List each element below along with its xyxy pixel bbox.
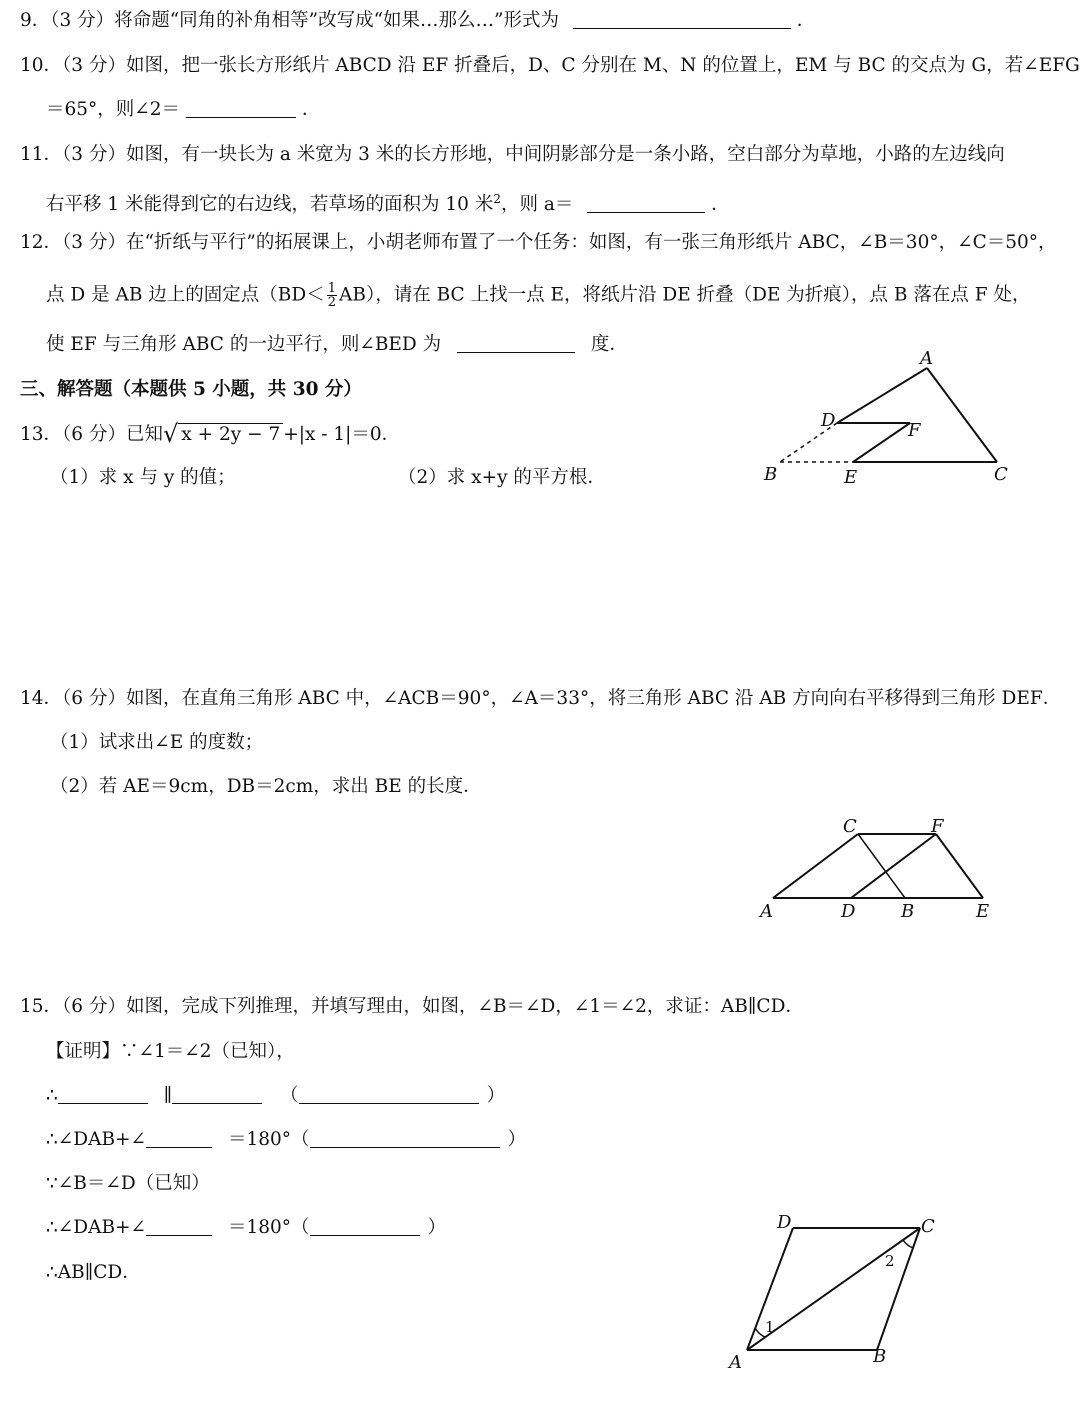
q15-step2-prefix: ∴∠DAB+∠ [46,1129,147,1150]
q12-side-ac [927,368,997,462]
q12-score: （3 分） [62,232,126,253]
question-12-line2 [46,282,1031,309]
q14-subquestion-2: （2）若 AE＝9cm，DB＝2cm，求出 BE 的长度． [50,776,482,797]
q12-text-line2a: 点 D 是 AB 边上的固定点（BD＜ [46,284,325,306]
q11-number: 11． [20,144,63,165]
question-15-line1 [20,994,804,1020]
question-12-line1 [20,230,1057,256]
q10-number: 10． [20,55,63,76]
q10-text-line2: ＝65°，则∠2＝ [46,99,181,120]
question-13 [20,421,400,448]
q14-text-line1: 如图，在直角三角形 ABC 中，∠ACB＝90°，∠A＝33°，将三角形 ABC 沿 AB 方向向右平移得到三角形 DEF． [125,688,1062,709]
q14-side-fe [936,834,983,898]
q13-radicand: x + 2y − 7 [178,423,283,446]
q14-label-b: B [901,901,915,922]
q12-triangle-figure [750,350,1030,490]
q15-proof-step-4 [46,1215,446,1241]
q15-step2-mid: ＝180°（ [227,1129,310,1150]
q12-fold-fe [853,423,910,462]
q15-side-bc [877,1228,920,1350]
q11-score: （3 分） [62,144,126,165]
q14-score: （6 分） [62,688,126,709]
q9-number: 9． [20,10,51,31]
question-11-line2: 右平移 1 米能得到它的右边线，若草场的面积为 10 米$^2$，则 a＝ ． [46,192,730,216]
sqrt-radical-icon: √ [162,420,179,448]
question-10-line2: ＝65°，则∠2＝ ． [46,99,321,120]
q12-fraction-denominator: 2 [327,295,337,310]
question-12-line3 [46,332,628,358]
q12-side-ad [837,368,927,423]
q15-blank-4a[interactable] [146,1215,212,1236]
q10-score: （3 分） [62,55,126,76]
q15-paren-close-4: ） [427,1217,447,1238]
q15-proof-conclusion: ∴AB∥CD． [46,1262,141,1283]
q9-text: 将命题“同角的补角相等”改写成“如果…那么…”形式为 [114,10,560,31]
question-14-line1 [20,686,1061,712]
q12-text-line2b: AB），请在 BC 上找一点 E，将纸片沿 DE 折叠（DE 为折痕），点 B 落在点 F 处， [339,284,1031,306]
q12-fraction-numerator: 1 [327,281,337,296]
q12-label-a: A [920,348,933,369]
q14-label-a: A [760,901,773,922]
q15-step4-mid: ＝180°（ [227,1217,310,1238]
q15-blank-2a[interactable] [146,1127,212,1148]
q15-label-a: A [729,1352,742,1373]
q14-label-f: F [931,816,944,837]
q13-lead: 已知 [125,424,163,445]
q15-proof-step-1 [46,1083,505,1109]
q12-label-b: B [764,464,778,485]
q14-side-df [851,834,936,898]
q14-translation-figure [755,812,1005,927]
q13-subquestion-2: （2）求 x+y 的平方根． [398,467,606,488]
q14-label-c: C [843,816,857,837]
q12-label-f: F [908,420,921,441]
q15-text-line1: 如图，完成下列推理，并填写理由，如图，∠B＝∠D，∠1＝∠2，求证：AB∥CD． [125,996,804,1017]
q11-text-line2a: 右平移 1 米能得到它的右边线，若草场的面积为 10 米 [46,194,494,216]
q15-label-d: D [777,1212,792,1233]
q15-reason-blank-2[interactable] [310,1127,500,1148]
q15-parallel-1: ∥ [163,1085,173,1106]
q15-paren-close-2: ） [507,1129,527,1150]
q11-superscript: 2 [493,192,501,206]
q15-paren-open-1: （ [280,1085,299,1106]
q14-number: 14． [20,688,63,709]
q15-score: （6 分） [62,996,126,1017]
q15-label-b: B [873,1346,887,1367]
question-10-line1 [20,53,1080,79]
q12-label-d: D [821,410,836,431]
q12-label-c: C [994,464,1008,485]
q13-score: （6 分） [62,424,126,445]
q13-subquestion-1: （1）求 x 与 y 的值； [50,467,236,488]
q12-text-line3b: 度． [590,334,628,355]
q14-label-e: E [976,901,990,922]
q15-step4-prefix: ∴∠DAB+∠ [46,1217,147,1238]
q15-blank-1a[interactable] [58,1083,148,1104]
q12-text-line3a: 使 EF 与三角形 ABC 的一边平行，则∠BED 为 [46,334,442,355]
q12-label-e: E [844,467,858,488]
q11-text-line2b: ，则 a＝ [500,194,574,216]
q15-proof-step-2 [46,1127,526,1153]
q12-fraction [327,282,337,309]
q12-text-line1: 在“折纸与平行”的拓展课上，小胡老师布置了一个任务：如图，有一张三角形纸片 ABC，∠B＝30°，∠C＝50°， [125,232,1057,253]
section-3-title: 三、解答题（本题供 5 小题，共 30 分） [20,379,362,400]
q15-reason-blank-1[interactable] [299,1083,479,1104]
q11-answer-blank[interactable] [587,192,705,213]
question-11-line1 [20,142,1005,168]
q15-angle-1-label: 1 [765,1318,775,1336]
q14-label-d: D [841,901,856,922]
q12-number: 12． [20,232,63,253]
q9-score: （3 分） [50,10,115,31]
question-9: 9．（3 分）将命题“同角的补角相等”改写成“如果…那么…”形式为 ． [20,10,816,31]
q15-angle-2-arc [903,1240,913,1248]
q11-text-line1: 如图，有一块长为 a 米宽为 3 米的长方形地，中间阴影部分是一条小路，空白部分为草地，小路的左边线向 [125,144,1005,165]
q13-tail: +|x - 1|＝0． [283,424,401,445]
q15-therefore-1: ∴ [46,1085,58,1106]
q13-number: 13． [20,424,63,445]
q15-angle-1-arc [755,1328,765,1337]
q10-text-line1: 如图，把一张长方形纸片 ABCD 沿 EF 折叠后，D、C 分别在 M、N 的位置上，EM 与 BC 的交点为 G，若∠EFG [125,55,1080,76]
q15-label-c: C [921,1216,935,1237]
q14-side-ac [773,834,858,898]
q15-paren-close-1: ） [486,1085,506,1106]
q10-answer-blank[interactable] [186,97,296,118]
q12-answer-blank[interactable] [457,332,575,353]
q15-proof-step-3: ∵∠B＝∠D（已知） [46,1173,210,1194]
q15-blank-1b[interactable] [172,1083,262,1104]
q9-answer-blank[interactable] [573,8,791,29]
q15-reason-blank-4[interactable] [310,1215,420,1236]
q15-number: 15． [20,996,63,1017]
q15-parallelogram-figure [725,1210,945,1380]
q15-angle-2-label: 2 [885,1252,895,1270]
q15-proof-start: 【证明】∵∠1＝∠2（已知）， [46,1041,295,1062]
q14-subquestion-1: （1）试求出∠E 的度数； [50,732,264,753]
